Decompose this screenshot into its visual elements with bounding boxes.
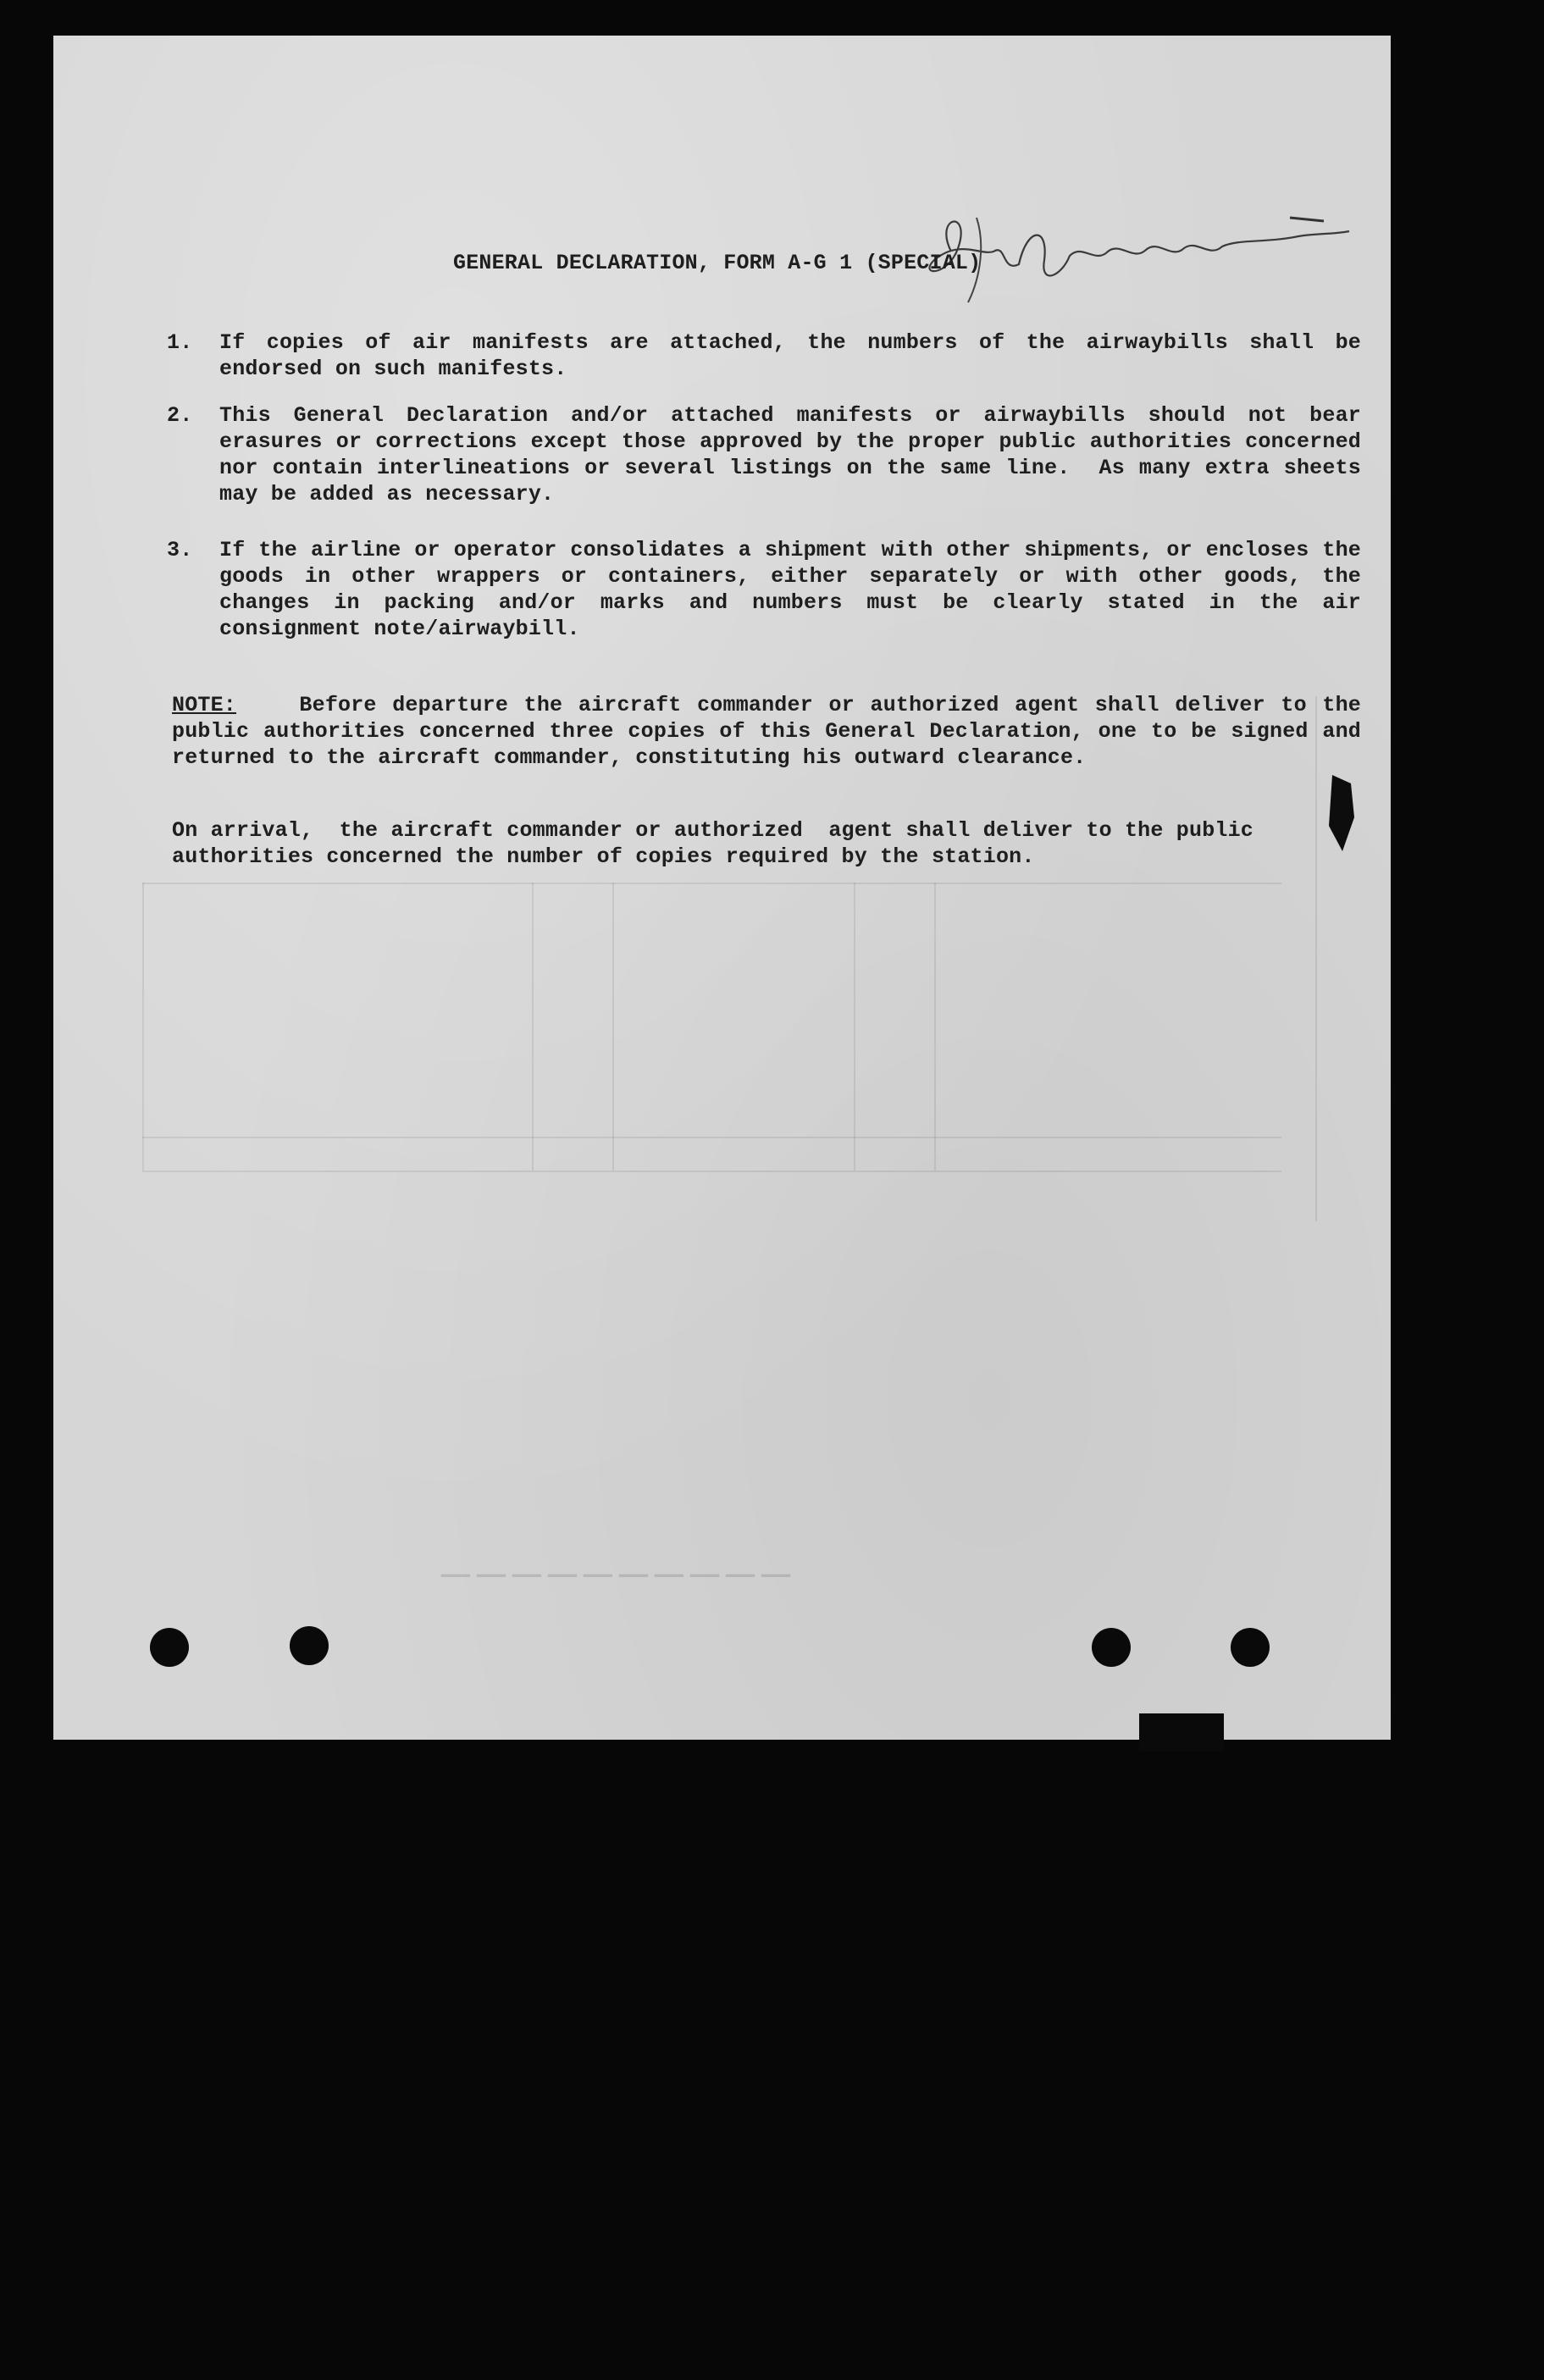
list-item bbox=[167, 537, 1375, 647]
show-through-line bbox=[142, 1171, 1281, 1172]
note-text: Before departure the aircraft commander or authorized agent shall deliver to the public authorities concerned three copies of this General Declaration, one to be signed and returned to the aircraft commander, constituting his outward clearance. bbox=[172, 693, 1375, 770]
note-paragraph bbox=[172, 692, 1375, 771]
punch-hole-icon bbox=[290, 1626, 329, 1665]
show-through-line bbox=[532, 883, 534, 1171]
show-through-line bbox=[1315, 696, 1317, 1221]
show-through-line bbox=[142, 883, 144, 1171]
punch-hole-icon bbox=[1092, 1628, 1131, 1667]
item-text: If the airline or operator consolidates a shipment with other shipments, or encloses the goods in other wrappers or containers, either separately or with other goods, the changes in packing and/or marks and numbers must be clearly stated in the air consignment note/airwaybill. bbox=[219, 538, 1375, 641]
show-through-line bbox=[142, 1137, 1281, 1138]
item-text: If copies of air manifests are attached, the numbers of the airwaybills shall be endorsed on such manifests. bbox=[219, 330, 1375, 381]
document-page bbox=[53, 36, 1391, 1740]
item-number: 3. bbox=[167, 538, 193, 562]
punch-hole-icon bbox=[1231, 1628, 1270, 1667]
note-label: NOTE: bbox=[172, 693, 237, 717]
arrival-paragraph: On arrival, the aircraft commander or authorized agent shall deliver to the public authorities concerned the number of copies required by the station. bbox=[172, 818, 1267, 869]
list-item bbox=[167, 329, 1375, 389]
show-through-line bbox=[934, 883, 936, 1171]
item-text: This General Declaration and/or attached manifests or airwaybills should not bear erasures or corrections except those approved by the proper public authorities concerned nor contain interlineations or several listings on the same line. As many extra sheets may be added as necessary. bbox=[219, 403, 1375, 506]
show-through-line bbox=[612, 883, 614, 1171]
clip-mark-icon bbox=[1325, 775, 1356, 851]
paper-tear bbox=[1139, 1713, 1224, 1752]
item-number: 2. bbox=[167, 403, 193, 428]
document-title: GENERAL DECLARATION, FORM A-G 1 (SPECIAL) bbox=[453, 251, 982, 275]
list-item bbox=[167, 402, 1375, 512]
show-through-line bbox=[854, 883, 855, 1171]
show-through-heading: ────────── bbox=[434, 1553, 791, 1597]
item-number: 1. bbox=[167, 330, 193, 355]
punch-hole-icon bbox=[150, 1628, 189, 1667]
show-through-line bbox=[142, 883, 1281, 884]
